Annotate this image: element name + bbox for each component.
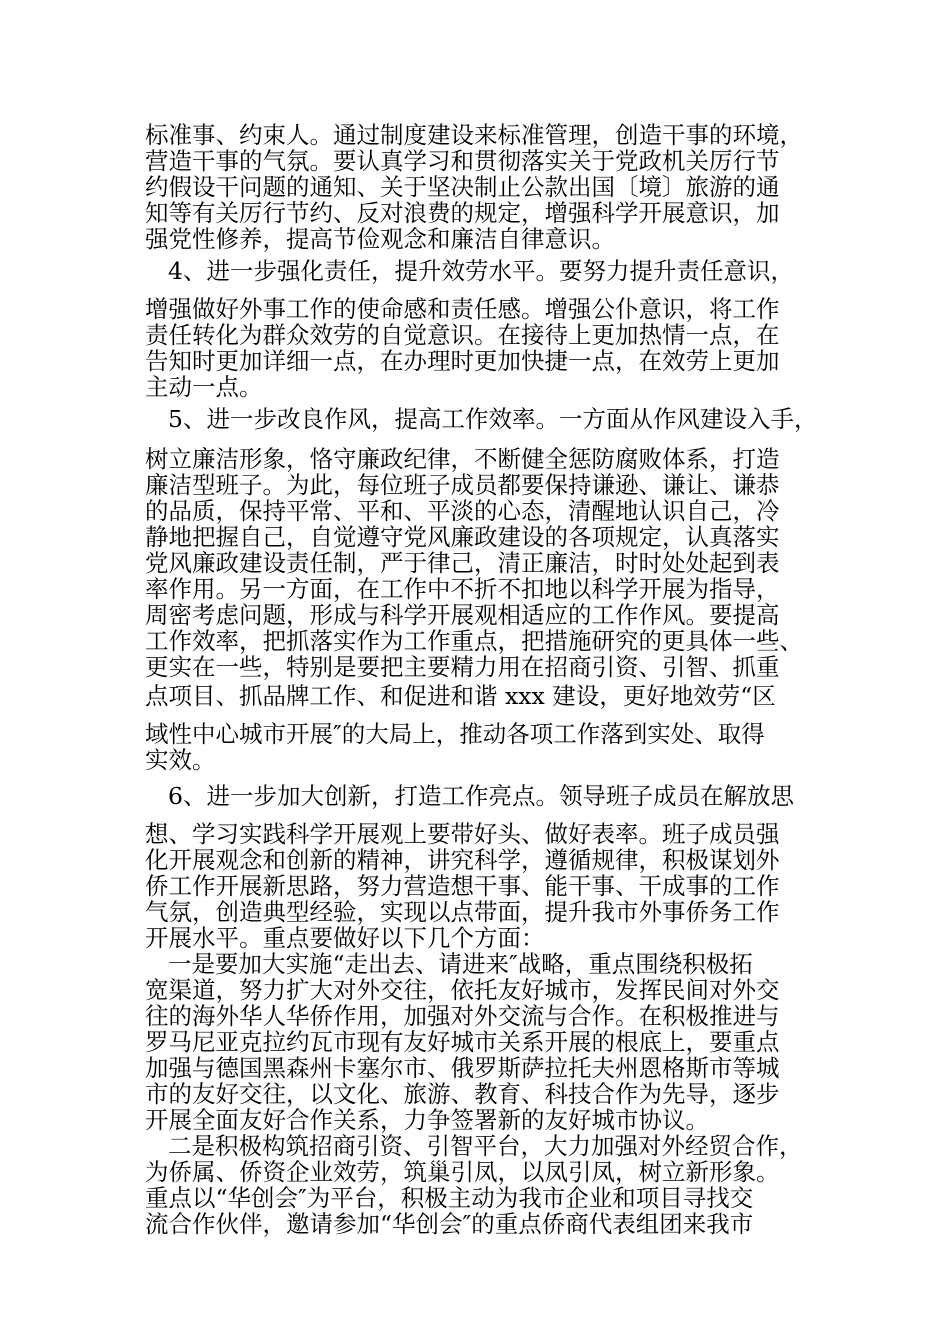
text-line: 想、学习实践科学开展观上要带好头、做好表率。班子成员强 <box>145 821 780 847</box>
text-line: 重点以“华创会″为平台，积极主动为我市企业和项目寻找交 <box>145 1185 754 1211</box>
text-line: 营造干事的气氛。要认真学习和贯彻落实关于党政机关厉行节 <box>145 148 780 174</box>
text-line: 开展全面友好合作关系，力争签署新的友好城市协议。 <box>145 1107 709 1133</box>
text-line: 化开展观念和创新的精神，讲究科学，遵循规律，积极谋划外 <box>145 847 780 873</box>
text-line: 党风廉政建设责任制，严于律己，清正廉洁，时时处处起到表 <box>145 550 780 576</box>
text-line: 流合作伙伴，邀请参加“华创会″的重点侨商代表组团来我市 <box>145 1211 754 1237</box>
text-line: 往的海外华人华侨作用，加强对外交流与合作。在积极推进与 <box>145 1003 780 1029</box>
text-line: 市的友好交往，以文化、旅游、教育、科技合作为先导，逐步 <box>145 1081 780 1107</box>
text-line: 6、进一步加大创新，打造工作亮点。领导班子成员在解放思 <box>168 783 794 809</box>
text-line: 的品质，保持平常、平和、平淡的心态，清醒地认识自己，冷 <box>145 498 780 524</box>
text-line: 廉洁型班子。为此，每位班子成员都要保持谦逊、谦让、谦恭 <box>145 472 780 498</box>
text-line: 责任转化为群众效劳的自觉意识。在接待上更加热情一点，在 <box>145 322 780 348</box>
text-line: 侨工作开展新思路，努力营造想干事、能干事、干成事的工作 <box>145 873 780 899</box>
text-line: 罗马尼亚克拉约瓦市现有友好城市关系开展的根底上，要重点 <box>145 1029 780 1055</box>
text-line: 静地把握自己，自觉遵守党风廉政建设的各项规定，认真落实 <box>145 524 780 550</box>
text-line: 二是积极构筑招商引资、引智平台，大力加强对外经贸合作， <box>168 1133 803 1159</box>
text-line: 周密考虑问题，形成与科学开展观相适应的工作作风。要提高 <box>145 602 780 628</box>
text-line: 工作效率，把抓落实作为工作重点，把措施研究的更具体一些、 <box>145 628 803 654</box>
text-line: 标准事、约束人。通过制度建设来标准管理，创造干事的环境， <box>145 122 803 148</box>
text-line: 实效。 <box>145 747 216 773</box>
text-line: 树立廉洁形象，恪守廉政纪律，不断健全惩防腐败体系，打造 <box>145 446 780 472</box>
text-line: 开展水平。重点要做好以下几个方面： <box>145 925 545 951</box>
text-line: 告知时更加详细一点，在办理时更加快捷一点，在效劳上更加 <box>145 348 780 374</box>
text-line: 率作用。另一方面，在工作中不折不扣地以科学开展为指导， <box>145 576 780 602</box>
text-line: 点项目、抓品牌工作、和促进和谐 xxx 建设，更好地效劳“区 <box>145 683 776 709</box>
text-line: 加强与德国黑森州卡塞尔市、俄罗斯萨拉托夫州恩格斯市等城 <box>145 1055 780 1081</box>
text-line: 一是要加大实施“走出去、请进来″战略，重点围绕积极拓 <box>168 951 753 977</box>
text-line: 更实在一些，特别是要把主要精力用在招商引资、引智、抓重 <box>145 654 780 680</box>
text-line: 约假设干问题的通知、关于坚决制止公款出国〔境〕旅游的通 <box>145 174 780 200</box>
text-line: 4、进一步强化责任，提升效劳水平。要努力提升责任意识， <box>168 258 794 284</box>
text-line: 知等有关厉行节约、反对浪费的规定，增强科学开展意识，加 <box>145 200 780 226</box>
text-line: 域性中心城市开展″的大局上，推动各项工作落到实处、取得 <box>145 721 765 747</box>
text-line: 5、进一步改良作风，提高工作效率。一方面从作风建设入手， <box>168 406 818 432</box>
text-line: 为侨属、侨资企业效劳，筑巢引凤，以凤引凤，树立新形象。 <box>145 1159 780 1185</box>
text-line: 主动一点。 <box>145 374 263 400</box>
text-line: 增强做好外事工作的使命感和责任感。增强公仆意识，将工作 <box>145 296 780 322</box>
text-line: 气氛，创造典型经验，实现以点带面，提升我市外事侨务工作 <box>145 899 780 925</box>
text-line: 宽渠道，努力扩大对外交往，依托友好城市，发挥民间对外交 <box>145 977 780 1003</box>
text-line: 强党性修养，提高节俭观念和廉洁自律意识。 <box>145 226 615 252</box>
